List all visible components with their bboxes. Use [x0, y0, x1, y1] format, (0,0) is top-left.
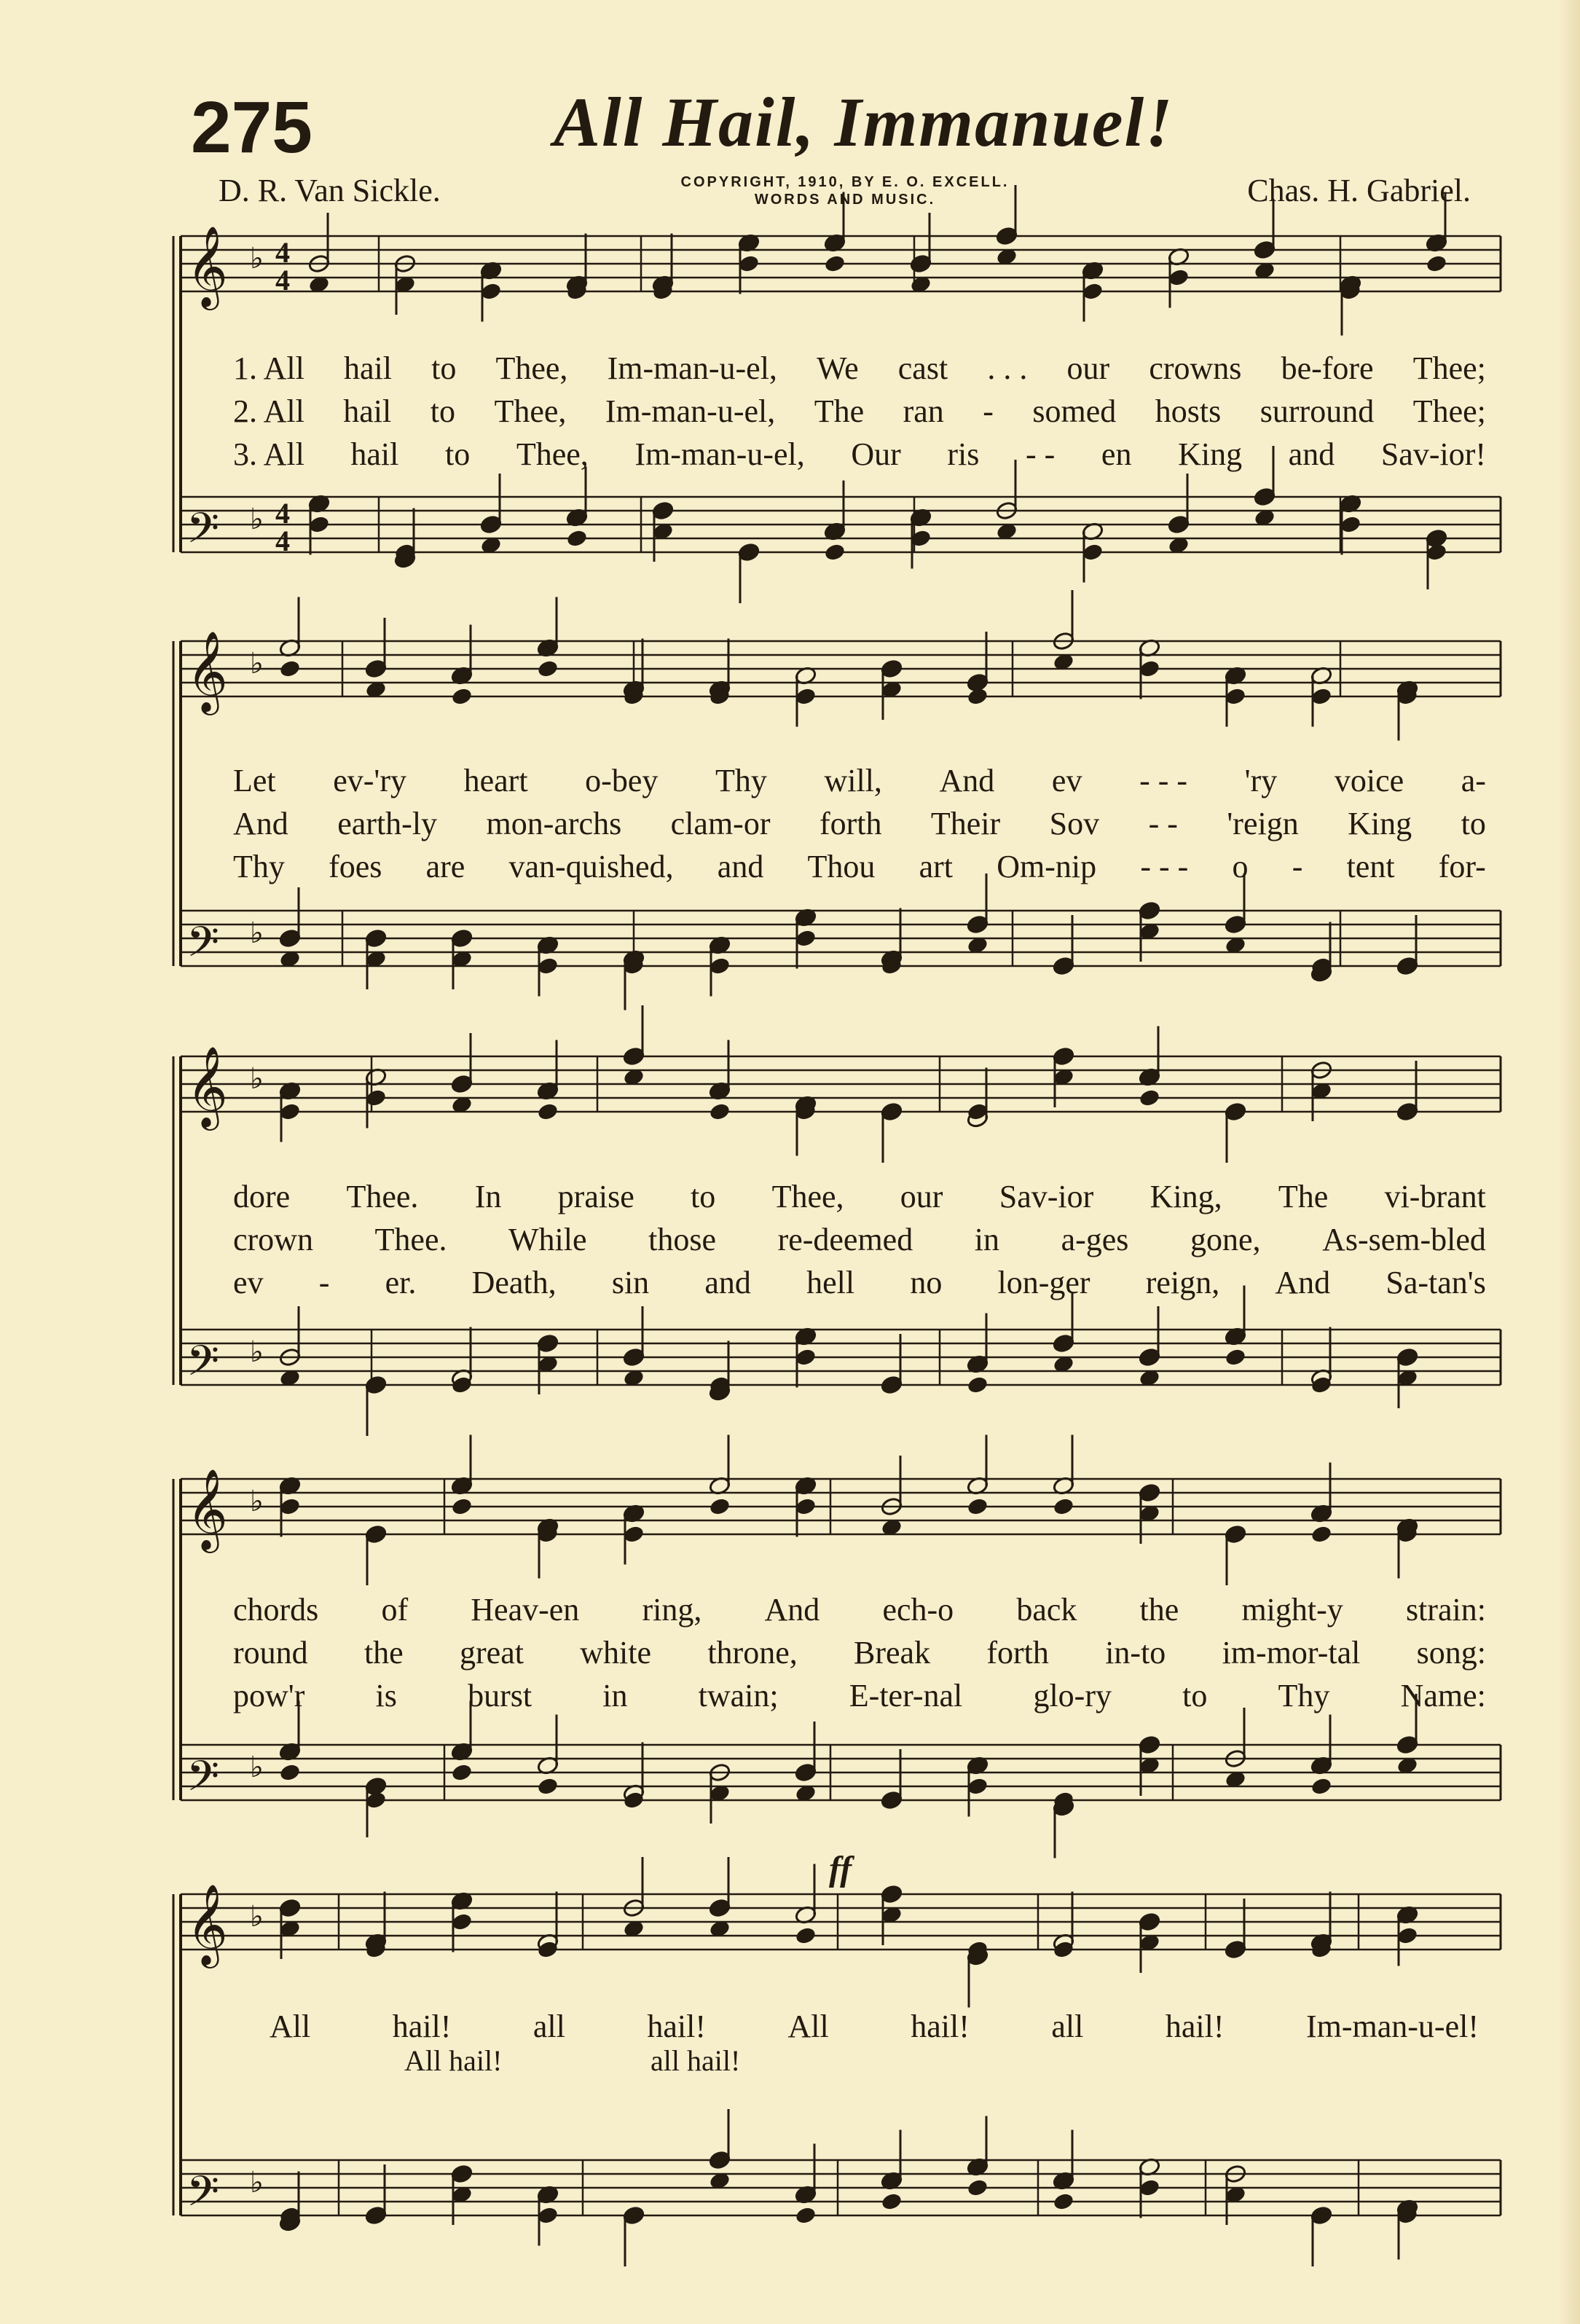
lyric-syllable: Im-man-u-el! — [1306, 2009, 1479, 2044]
lyric-syllable: o-bey — [585, 763, 659, 798]
lyric-syllable: ran — [903, 393, 944, 429]
lyric-syllable: our — [1066, 350, 1110, 386]
note-head — [536, 1776, 559, 1796]
time-signature-bottom: 4 — [275, 264, 290, 297]
lyric-syllable: Thee, — [516, 436, 589, 472]
flat-sign: ♭ — [250, 2166, 264, 2199]
verse-line — [270, 2005, 1479, 2048]
lyric-syllable: somed — [1032, 393, 1117, 429]
lyrics-system-5 — [270, 2005, 1479, 2048]
note-head — [536, 1102, 559, 1121]
note-head — [966, 1375, 989, 1394]
note-head — [565, 528, 588, 548]
lyric-syllable: no — [910, 1265, 943, 1300]
lyric-syllable: re-deemed — [777, 1222, 913, 1257]
hymn-title: All Hail, Immanuel! — [554, 83, 1174, 161]
lyric-syllable: Sav-ior! — [1380, 436, 1486, 472]
note-head — [794, 1925, 817, 1945]
time-signature-top: 4 — [275, 497, 290, 530]
alto-echo-2: all hail! — [651, 2044, 741, 2077]
flat-sign: ♭ — [250, 916, 264, 950]
composer-credit: Chas. H. Gabriel. — [1247, 173, 1471, 208]
note-head — [278, 1762, 301, 1782]
lyric-syllable: heart — [463, 763, 528, 798]
flat-sign: ♭ — [250, 1335, 264, 1369]
bass-clef: 𝄢 — [186, 917, 220, 977]
lyric-syllable: round — [233, 1635, 308, 1671]
lyric-syllable: Thee; — [1412, 393, 1486, 429]
lyric-syllable: o — [1232, 849, 1249, 884]
verse-line — [233, 845, 1486, 888]
lyric-syllable: art — [919, 849, 954, 884]
hymn-number: 275 — [191, 87, 313, 168]
verse-line — [233, 1631, 1486, 1674]
lyric-syllable: be-fore — [1281, 350, 1374, 386]
lyric-syllable: hosts — [1155, 393, 1222, 429]
lyric-syllable: forth — [986, 1635, 1049, 1671]
lyrics-system-2 — [233, 759, 1486, 888]
lyric-syllable: for- — [1438, 849, 1486, 884]
lyric-syllable: Death, — [471, 1265, 557, 1300]
lyric-syllable: Thee; — [1412, 350, 1486, 386]
note-head — [1310, 1776, 1332, 1796]
lyric-syllable: Thou — [807, 849, 876, 884]
flat-sign: ♭ — [250, 1485, 264, 1518]
lyric-syllable: and — [1288, 436, 1335, 472]
lyric-syllable: might-y — [1241, 1592, 1343, 1628]
treble-clef: 𝄞 — [186, 1468, 228, 1550]
lyric-syllable: Im-man-u-el, — [605, 393, 776, 429]
lyric-syllable: Heav-en — [471, 1592, 580, 1628]
lyric-syllable: im-mor-tal — [1222, 1635, 1361, 1671]
lyric-syllable: surround — [1259, 393, 1375, 429]
lyric-syllable: - — [983, 393, 994, 429]
lyric-syllable: in — [602, 1678, 628, 1713]
lyric-syllable: cast — [897, 350, 948, 386]
lyric-syllable: hail! — [1165, 2009, 1225, 2044]
note-head — [794, 2205, 817, 2225]
verse-line — [233, 1175, 1486, 1218]
lyric-syllable: is — [375, 1678, 397, 1713]
lyric-syllable: Thee, — [495, 350, 568, 386]
flat-sign: ♭ — [250, 1062, 264, 1096]
lyric-syllable: - — [318, 1265, 330, 1300]
note-head — [450, 1762, 473, 1782]
lyric-syllable: Sa-tan's — [1386, 1265, 1486, 1300]
flat-sign: ♭ — [250, 503, 264, 536]
lyric-syllable: to — [445, 436, 471, 472]
lyric-syllable: tent — [1346, 849, 1395, 884]
lyric-syllable: We — [817, 350, 859, 386]
time-signature-bottom: 4 — [275, 525, 290, 557]
lyric-syllable: back — [1016, 1592, 1077, 1628]
lyric-syllable: And — [939, 763, 995, 798]
lyric-syllable: throne, — [707, 1635, 798, 1671]
verse-line — [233, 433, 1486, 476]
lyric-syllable: Break — [854, 1635, 931, 1671]
note-head — [536, 659, 559, 678]
lyric-syllable: hail! — [392, 2009, 452, 2044]
flat-sign: ♭ — [250, 1900, 264, 1934]
copyright-line: COPYRIGHT, 1910, BY E. O. EXCELL. — [680, 174, 1010, 190]
verse-line — [233, 347, 1486, 390]
treble-clef: 𝄞 — [186, 225, 228, 307]
note-head — [966, 2178, 989, 2197]
lyric-syllable: sin — [611, 1265, 650, 1300]
lyric-syllable: reign, — [1145, 1265, 1220, 1300]
note-head — [823, 542, 846, 562]
time-signature-top: 4 — [275, 236, 290, 269]
lyric-syllable: hail — [350, 436, 399, 472]
flat-sign: ♭ — [250, 1751, 264, 1784]
lyric-syllable: to — [1182, 1678, 1208, 1713]
lyric-syllable: hell — [806, 1265, 855, 1300]
lyric-syllable: Thee. — [346, 1179, 419, 1214]
lyric-syllable: to — [691, 1179, 716, 1214]
lyric-syllable: in-to — [1105, 1635, 1166, 1671]
note-head — [708, 1102, 731, 1121]
lyric-syllable: glo-ry — [1033, 1678, 1112, 1713]
lyric-syllable: The — [1278, 1179, 1329, 1214]
verse-line — [233, 759, 1486, 802]
treble-clef: 𝄞 — [186, 630, 228, 712]
lyric-syllable: ev — [1051, 763, 1082, 798]
lyric-syllable: . . . — [987, 350, 1028, 386]
lyric-syllable: As-sem-bled — [1322, 1222, 1486, 1257]
lyric-syllable: Thy — [715, 763, 767, 798]
lyric-syllable: Om-nip — [997, 849, 1097, 884]
lyric-syllable: a- — [1461, 763, 1486, 798]
lyric-syllable: 'reign — [1227, 806, 1299, 841]
lyric-syllable: dore — [233, 1179, 291, 1214]
lyric-syllable: pow'r — [233, 1678, 305, 1713]
note-head — [708, 1496, 731, 1516]
lyric-syllable: earth-ly — [337, 806, 438, 841]
note-head — [966, 686, 989, 706]
lyric-syllable: strain: — [1405, 1592, 1486, 1628]
flat-sign: ♭ — [250, 242, 264, 275]
lyric-syllable: ev-'ry — [333, 763, 407, 798]
lyric-syllable: 1. All — [233, 350, 304, 386]
lyric-syllable: foes — [329, 849, 382, 884]
lyric-syllable: Their — [930, 806, 1001, 841]
lyric-syllable: - - - — [1139, 763, 1188, 798]
treble-clef: 𝄞 — [186, 1045, 228, 1127]
bass-clef: 𝄢 — [186, 2167, 220, 2226]
lyric-syllable: forth — [819, 806, 882, 841]
lyrics-system-4 — [233, 1588, 1486, 1717]
bass-clef: 𝄢 — [186, 503, 220, 563]
lyric-syllable: to — [1461, 806, 1486, 841]
lyric-syllable: 3. All — [233, 436, 304, 472]
lyric-syllable: and — [717, 849, 764, 884]
alto-echo-1: All hail! — [404, 2044, 503, 2077]
treble-clef: 𝄞 — [186, 1883, 228, 1965]
lyric-syllable: And — [233, 806, 288, 841]
lyric-syllable: Thy — [1278, 1678, 1330, 1713]
lyric-syllable: King — [1178, 436, 1243, 472]
lyric-syllable: ris — [947, 436, 980, 472]
lyric-syllable: crown — [233, 1222, 313, 1257]
lyric-syllable: All — [787, 2009, 829, 2044]
note-head — [1052, 1496, 1074, 1516]
lyric-syllable: Sav-ior — [999, 1179, 1094, 1214]
lyric-syllable: 2. All — [233, 393, 304, 429]
copyright-scope: WORDS AND MUSIC. — [754, 192, 936, 208]
lyric-syllable: those — [648, 1222, 716, 1257]
lyric-syllable: - — [1292, 849, 1303, 884]
lyric-syllable: praise — [557, 1179, 634, 1214]
dynamic-marking: ff — [829, 1850, 852, 1888]
lyric-syllable: the — [1139, 1592, 1179, 1628]
lyric-syllable: 'ry — [1244, 763, 1278, 798]
lyric-syllable: hail! — [647, 2009, 706, 2044]
lyric-syllable: Thee, — [494, 393, 567, 429]
lyric-syllable: and — [704, 1265, 751, 1300]
lyric-syllable: en — [1101, 436, 1132, 472]
lyric-syllable: All — [270, 2009, 311, 2044]
lyric-syllable: hail — [343, 393, 392, 429]
lyric-syllable: Thee, — [771, 1179, 844, 1214]
lyric-syllable: Thee. — [374, 1222, 447, 1257]
note-head — [880, 2191, 903, 2211]
lyric-syllable: The — [814, 393, 865, 429]
lyric-syllable: vi-brant — [1384, 1179, 1486, 1214]
lyric-syllable: mon-archs — [486, 806, 622, 841]
lyric-syllable: burst — [468, 1678, 532, 1713]
note-head — [966, 1496, 989, 1516]
lyric-syllable: a-ges — [1061, 1222, 1129, 1257]
note-head — [450, 686, 473, 706]
lyric-syllable: Let — [233, 763, 276, 798]
lyric-syllable: of — [381, 1592, 409, 1628]
verse-line — [233, 1218, 1486, 1261]
lyric-syllable: Our — [851, 436, 901, 472]
lyric-syllable: Sov — [1049, 806, 1100, 841]
lyric-syllable: E-ter-nal — [849, 1678, 963, 1713]
lyric-syllable: chords — [233, 1592, 319, 1628]
lyric-syllable: - - - — [1140, 849, 1189, 884]
note-head — [450, 1496, 473, 1516]
lyric-syllable: song: — [1416, 1635, 1486, 1671]
lyric-syllable: clam-or — [670, 806, 771, 841]
verse-line — [233, 1261, 1486, 1304]
note-head — [278, 659, 301, 678]
note-head — [1052, 2191, 1074, 2211]
lyric-syllable: Thy — [233, 849, 285, 884]
note-head — [1138, 1088, 1160, 1107]
note-head — [1310, 1524, 1332, 1544]
lyric-syllable: gone, — [1190, 1222, 1261, 1257]
bass-clef: 𝄢 — [186, 1336, 220, 1396]
lyric-syllable: ev — [233, 1265, 264, 1300]
lyric-syllable: - - — [1026, 436, 1056, 472]
lyric-syllable: to — [431, 350, 457, 386]
lyric-syllable: King, — [1149, 1179, 1222, 1214]
lyric-syllable: great — [460, 1635, 524, 1671]
note-head — [823, 254, 846, 273]
lyric-syllable: While — [508, 1222, 587, 1257]
lyrics-system-3 — [233, 1175, 1486, 1304]
verse-line — [233, 802, 1486, 845]
lyrics-system-1 — [233, 347, 1486, 476]
lyric-syllable: And — [1275, 1265, 1331, 1300]
lyric-syllable: van-quished, — [508, 849, 674, 884]
lyric-syllable: the — [363, 1635, 404, 1671]
lyric-syllable: voice — [1334, 763, 1404, 798]
lyric-syllable: hail — [343, 350, 392, 386]
lyric-syllable: to — [430, 393, 455, 429]
lyric-syllable: all — [532, 2009, 565, 2044]
lyric-syllable: - - — [1148, 806, 1178, 841]
lyric-syllable: twain; — [698, 1678, 779, 1713]
note-head — [1425, 254, 1447, 273]
verse-line — [233, 390, 1486, 433]
lyric-syllable: our — [900, 1179, 943, 1214]
lyric-syllable: ech-o — [882, 1592, 954, 1628]
lyric-syllable: And — [764, 1592, 820, 1628]
verse-line — [233, 1588, 1486, 1631]
lyric-syllable: lon-ger — [997, 1265, 1090, 1300]
lyric-syllable: Name: — [1400, 1678, 1486, 1713]
lyric-syllable: white — [580, 1635, 652, 1671]
lyric-syllable: In — [474, 1179, 502, 1214]
author-credit: D. R. Van Sickle. — [219, 173, 441, 208]
lyric-syllable: are — [425, 849, 465, 884]
note-head — [1224, 1347, 1246, 1367]
lyric-syllable: hail! — [911, 2009, 970, 2044]
lyric-syllable: Im-man-u-el, — [607, 350, 777, 386]
bass-clef: 𝄢 — [186, 1751, 220, 1811]
lyric-syllable: will, — [824, 763, 882, 798]
lyric-syllable: King — [1348, 806, 1412, 841]
verse-line — [233, 1674, 1486, 1717]
lyric-syllable: er. — [385, 1265, 417, 1300]
lyric-syllable: all — [1051, 2009, 1084, 2044]
lyric-syllable: ring, — [642, 1592, 702, 1628]
lyric-syllable: crowns — [1149, 350, 1242, 386]
lyric-syllable: in — [974, 1222, 1000, 1257]
flat-sign: ♭ — [250, 647, 264, 680]
lyric-syllable: Im-man-u-el, — [634, 436, 805, 472]
